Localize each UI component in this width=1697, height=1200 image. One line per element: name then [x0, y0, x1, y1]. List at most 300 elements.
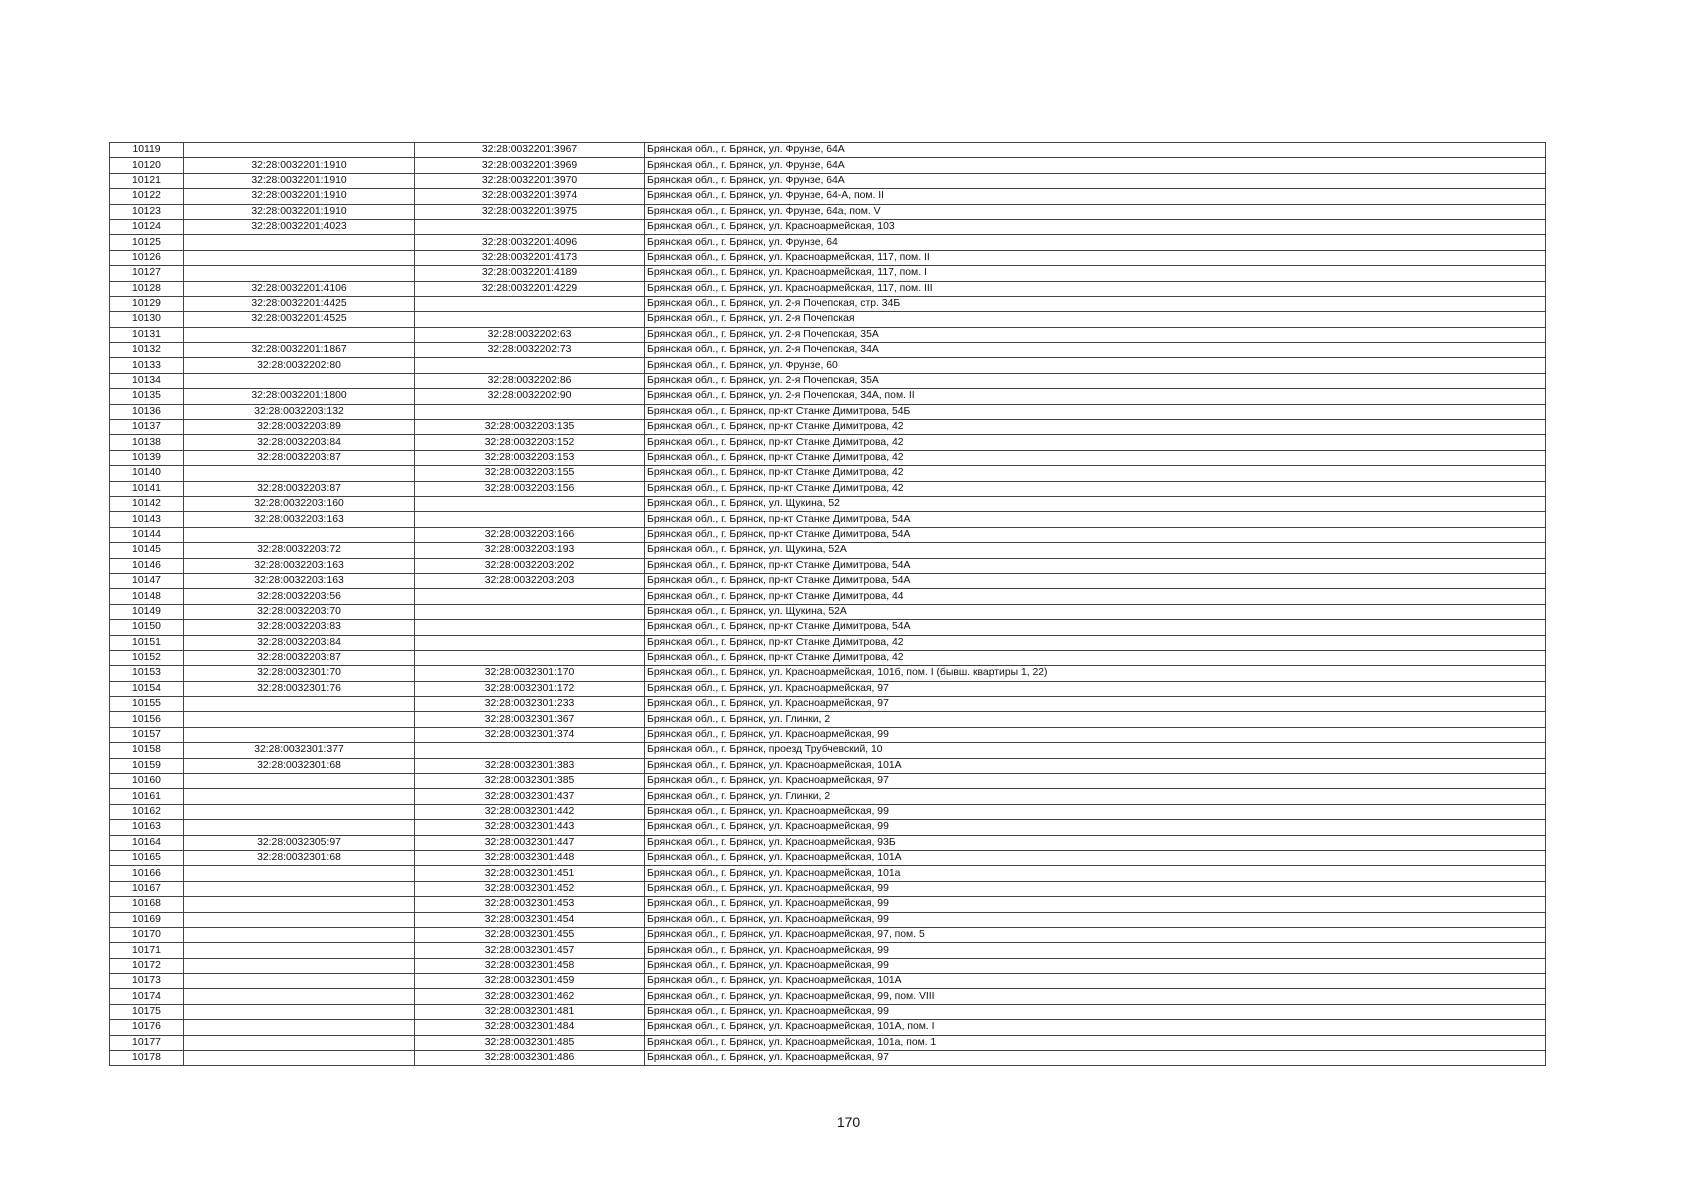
object-cadastral-number-cell: [415, 650, 645, 665]
row-number-cell: 10146: [110, 558, 184, 573]
address-cell: Брянская обл., г. Брянск, ул. Красноармейская, 97: [645, 1051, 1546, 1066]
table-row: [110, 158, 1546, 173]
object-cadastral-number-cell: 32:28:0032201:3975: [415, 204, 645, 219]
address-cell: Брянская обл., г. Брянск, ул. Красноармейская, 97: [645, 681, 1546, 696]
table-row: [110, 420, 1546, 435]
table-row: [110, 481, 1546, 496]
address-cell: Брянская обл., г. Брянск, ул. Щукина, 52А: [645, 604, 1546, 619]
address-cell: Брянская обл., г. Брянск, ул. Красноармейская, 99: [645, 912, 1546, 927]
table-row: [110, 589, 1546, 604]
address-cell: Брянская обл., г. Брянск, ул. Красноармейская, 97: [645, 774, 1546, 789]
table-row: [110, 558, 1546, 573]
cadastral-number-cell: [184, 712, 415, 727]
object-cadastral-number-cell: 32:28:0032201:3974: [415, 189, 645, 204]
address-cell: Брянская обл., г. Брянск, ул. Красноармейская, 101А: [645, 850, 1546, 865]
address-cell: Брянская обл., г. Брянск, ул. Фрунзе, 64: [645, 235, 1546, 250]
row-number-cell: 10131: [110, 327, 184, 342]
address-cell: Брянская обл., г. Брянск, ул. Глинки, 2: [645, 789, 1546, 804]
address-cell: Брянская обл., г. Брянск, ул. Красноармейская, 97: [645, 697, 1546, 712]
address-cell: Брянская обл., г. Брянск, пр-кт Станке Димитрова, 54А: [645, 512, 1546, 527]
address-cell: Брянская обл., г. Брянск, ул. Красноармейская, 99: [645, 1004, 1546, 1019]
address-cell: Брянская обл., г. Брянск, ул. 2-я Почепская, 35А: [645, 327, 1546, 342]
row-number-cell: 10138: [110, 435, 184, 450]
object-cadastral-number-cell: [415, 635, 645, 650]
object-cadastral-number-cell: [415, 496, 645, 511]
registry-table: [109, 142, 1546, 1066]
row-number-cell: 10140: [110, 466, 184, 481]
row-number-cell: 10166: [110, 866, 184, 881]
object-cadastral-number-cell: 32:28:0032203:152: [415, 435, 645, 450]
row-number-cell: 10157: [110, 727, 184, 742]
object-cadastral-number-cell: [415, 743, 645, 758]
address-cell: Брянская обл., г. Брянск, ул. Фрунзе, 64А: [645, 173, 1546, 188]
row-number-cell: 10121: [110, 173, 184, 188]
object-cadastral-number-cell: 32:28:0032301:457: [415, 943, 645, 958]
object-cadastral-number-cell: 32:28:0032202:63: [415, 327, 645, 342]
cadastral-number-cell: [184, 927, 415, 942]
cadastral-number-cell: 32:28:0032203:163: [184, 558, 415, 573]
cadastral-number-cell: [184, 250, 415, 265]
row-number-cell: 10156: [110, 712, 184, 727]
cadastral-number-cell: [184, 527, 415, 542]
row-number-cell: 10150: [110, 620, 184, 635]
address-cell: Брянская обл., г. Брянск, ул. 2-я Почепская, стр. 34Б: [645, 296, 1546, 311]
row-number-cell: 10137: [110, 420, 184, 435]
cadastral-number-cell: 32:28:0032203:70: [184, 604, 415, 619]
address-cell: Брянская обл., г. Брянск, ул. 2-я Почепская, 35А: [645, 373, 1546, 388]
address-cell: Брянская обл., г. Брянск, пр-кт Станке Димитрова, 54А: [645, 620, 1546, 635]
row-number-cell: 10123: [110, 204, 184, 219]
table-row: [110, 404, 1546, 419]
table-row: [110, 527, 1546, 542]
table-row: [110, 266, 1546, 281]
object-cadastral-number-cell: 32:28:0032301:486: [415, 1051, 645, 1066]
object-cadastral-number-cell: 32:28:0032301:233: [415, 697, 645, 712]
table-row: [110, 927, 1546, 942]
row-number-cell: 10125: [110, 235, 184, 250]
object-cadastral-number-cell: 32:28:0032301:448: [415, 850, 645, 865]
row-number-cell: 10152: [110, 650, 184, 665]
address-cell: Брянская обл., г. Брянск, пр-кт Станке Димитрова, 42: [645, 435, 1546, 450]
table-row: [110, 435, 1546, 450]
object-cadastral-number-cell: [415, 296, 645, 311]
object-cadastral-number-cell: 32:28:0032201:4096: [415, 235, 645, 250]
cadastral-number-cell: 32:28:0032203:89: [184, 420, 415, 435]
row-number-cell: 10160: [110, 774, 184, 789]
table-row: [110, 1004, 1546, 1019]
address-cell: Брянская обл., г. Брянск, ул. Щукина, 52: [645, 496, 1546, 511]
table-row: [110, 912, 1546, 927]
cadastral-number-cell: [184, 1051, 415, 1066]
address-cell: Брянская обл., г. Брянск, ул. Красноармейская, 101б, пом. I (бывш. квартиры 1, 22): [645, 666, 1546, 681]
cadastral-number-cell: [184, 912, 415, 927]
cadastral-number-cell: [184, 727, 415, 742]
row-number-cell: 10177: [110, 1035, 184, 1050]
cadastral-number-cell: 32:28:0032203:160: [184, 496, 415, 511]
row-number-cell: 10151: [110, 635, 184, 650]
row-number-cell: 10124: [110, 219, 184, 234]
cadastral-number-cell: 32:28:0032203:87: [184, 450, 415, 465]
cadastral-number-cell: 32:28:0032201:4023: [184, 219, 415, 234]
table-row: [110, 219, 1546, 234]
object-cadastral-number-cell: 32:28:0032301:385: [415, 774, 645, 789]
object-cadastral-number-cell: 32:28:0032301:442: [415, 804, 645, 819]
cadastral-number-cell: 32:28:0032202:80: [184, 358, 415, 373]
table-row: [110, 974, 1546, 989]
address-cell: Брянская обл., г. Брянск, ул. Фрунзе, 64-А, пом. II: [645, 189, 1546, 204]
object-cadastral-number-cell: 32:28:0032203:155: [415, 466, 645, 481]
cadastral-number-cell: 32:28:0032203:87: [184, 481, 415, 496]
row-number-cell: 10144: [110, 527, 184, 542]
table-row: [110, 358, 1546, 373]
table-row: [110, 1051, 1546, 1066]
table-row: [110, 327, 1546, 342]
row-number-cell: 10153: [110, 666, 184, 681]
row-number-cell: 10133: [110, 358, 184, 373]
address-cell: Брянская обл., г. Брянск, ул. Красноармейская, 99: [645, 727, 1546, 742]
row-number-cell: 10149: [110, 604, 184, 619]
address-cell: Брянская обл., г. Брянск, ул. Красноармейская, 99, пом. VIII: [645, 989, 1546, 1004]
table-row: [110, 343, 1546, 358]
address-cell: Брянская обл., г. Брянск, ул. Фрунзе, 64А: [645, 143, 1546, 158]
row-number-cell: 10145: [110, 543, 184, 558]
object-cadastral-number-cell: 32:28:0032301:451: [415, 866, 645, 881]
cadastral-number-cell: 32:28:0032301:377: [184, 743, 415, 758]
table-row: [110, 373, 1546, 388]
row-number-cell: 10174: [110, 989, 184, 1004]
cadastral-number-cell: 32:28:0032203:132: [184, 404, 415, 419]
address-cell: Брянская обл., г. Брянск, пр-кт Станке Димитрова, 54А: [645, 558, 1546, 573]
address-cell: Брянская обл., г. Брянск, ул. Красноармейская, 97, пом. 5: [645, 927, 1546, 942]
cadastral-number-cell: [184, 974, 415, 989]
table-row: [110, 804, 1546, 819]
row-number-cell: 10155: [110, 697, 184, 712]
object-cadastral-number-cell: 32:28:0032202:73: [415, 343, 645, 358]
address-cell: Брянская обл., г. Брянск, пр-кт Станке Димитрова, 42: [645, 420, 1546, 435]
cadastral-number-cell: [184, 1035, 415, 1050]
address-cell: Брянская обл., г. Брянск, ул. Красноармейская, 99: [645, 820, 1546, 835]
cadastral-number-cell: [184, 235, 415, 250]
table-row: [110, 774, 1546, 789]
address-cell: Брянская обл., г. Брянск, пр-кт Станке Димитрова, 42: [645, 635, 1546, 650]
object-cadastral-number-cell: [415, 604, 645, 619]
address-cell: Брянская обл., г. Брянск, ул. Красноармейская, 99: [645, 897, 1546, 912]
object-cadastral-number-cell: 32:28:0032301:443: [415, 820, 645, 835]
row-number-cell: 10130: [110, 312, 184, 327]
cadastral-number-cell: [184, 789, 415, 804]
row-number-cell: 10178: [110, 1051, 184, 1066]
row-number-cell: 10170: [110, 927, 184, 942]
object-cadastral-number-cell: 32:28:0032301:367: [415, 712, 645, 727]
address-cell: Брянская обл., г. Брянск, ул. Красноармейская, 99: [645, 881, 1546, 896]
address-cell: Брянская обл., г. Брянск, ул. Глинки, 2: [645, 712, 1546, 727]
row-number-cell: 10129: [110, 296, 184, 311]
object-cadastral-number-cell: 32:28:0032203:202: [415, 558, 645, 573]
row-number-cell: 10136: [110, 404, 184, 419]
cadastral-number-cell: 32:28:0032201:1910: [184, 173, 415, 188]
address-cell: Брянская обл., г. Брянск, пр-кт Станке Димитрова, 42: [645, 481, 1546, 496]
row-number-cell: 10139: [110, 450, 184, 465]
object-cadastral-number-cell: 32:28:0032203:153: [415, 450, 645, 465]
cadastral-number-cell: [184, 958, 415, 973]
row-number-cell: 10148: [110, 589, 184, 604]
object-cadastral-number-cell: 32:28:0032301:383: [415, 758, 645, 773]
row-number-cell: 10143: [110, 512, 184, 527]
cadastral-number-cell: [184, 943, 415, 958]
table-row: [110, 312, 1546, 327]
cadastral-number-cell: 32:28:0032201:1867: [184, 343, 415, 358]
cadastral-number-cell: [184, 866, 415, 881]
object-cadastral-number-cell: 32:28:0032203:156: [415, 481, 645, 496]
cadastral-number-cell: [184, 466, 415, 481]
object-cadastral-number-cell: 32:28:0032301:454: [415, 912, 645, 927]
object-cadastral-number-cell: 32:28:0032301:462: [415, 989, 645, 1004]
object-cadastral-number-cell: 32:28:0032203:193: [415, 543, 645, 558]
object-cadastral-number-cell: 32:28:0032201:4229: [415, 281, 645, 296]
address-cell: Брянская обл., г. Брянск, пр-кт Станке Димитрова, 54А: [645, 527, 1546, 542]
table-row: [110, 666, 1546, 681]
address-cell: Брянская обл., г. Брянск, ул. Красноармейская, 101а: [645, 866, 1546, 881]
address-cell: Брянская обл., г. Брянск, пр-кт Станке Димитрова, 54Б: [645, 404, 1546, 419]
object-cadastral-number-cell: [415, 620, 645, 635]
object-cadastral-number-cell: 32:28:0032301:458: [415, 958, 645, 973]
row-number-cell: 10164: [110, 835, 184, 850]
object-cadastral-number-cell: 32:28:0032202:86: [415, 373, 645, 388]
table-row: [110, 296, 1546, 311]
address-cell: Брянская обл., г. Брянск, ул. Красноармейская, 117, пом. III: [645, 281, 1546, 296]
object-cadastral-number-cell: 32:28:0032301:459: [415, 974, 645, 989]
row-number-cell: 10128: [110, 281, 184, 296]
address-cell: Брянская обл., г. Брянск, ул. 2-я Почепская: [645, 312, 1546, 327]
row-number-cell: 10135: [110, 389, 184, 404]
address-cell: Брянская обл., г. Брянск, проезд Трубчевский, 10: [645, 743, 1546, 758]
address-cell: Брянская обл., г. Брянск, пр-кт Станке Димитрова, 42: [645, 450, 1546, 465]
address-cell: Брянская обл., г. Брянск, ул. Красноармейская, 99: [645, 958, 1546, 973]
address-cell: Брянская обл., г. Брянск, ул. Красноармейская, 117, пом. II: [645, 250, 1546, 265]
cadastral-number-cell: 32:28:0032203:84: [184, 435, 415, 450]
table-row: [110, 143, 1546, 158]
table-row: [110, 235, 1546, 250]
row-number-cell: 10141: [110, 481, 184, 496]
cadastral-number-cell: 32:28:0032201:4525: [184, 312, 415, 327]
cadastral-number-cell: [184, 266, 415, 281]
row-number-cell: 10171: [110, 943, 184, 958]
row-number-cell: 10161: [110, 789, 184, 804]
address-cell: Брянская обл., г. Брянск, пр-кт Станке Димитрова, 42: [645, 466, 1546, 481]
object-cadastral-number-cell: 32:28:0032203:135: [415, 420, 645, 435]
address-cell: Брянская обл., г. Брянск, ул. Красноармейская, 103: [645, 219, 1546, 234]
row-number-cell: 10147: [110, 573, 184, 588]
cadastral-number-cell: [184, 327, 415, 342]
row-number-cell: 10169: [110, 912, 184, 927]
address-cell: Брянская обл., г. Брянск, ул. Щукина, 52А: [645, 543, 1546, 558]
table-row: [110, 496, 1546, 511]
table-row: [110, 204, 1546, 219]
row-number-cell: 10165: [110, 850, 184, 865]
cadastral-number-cell: 32:28:0032203:87: [184, 650, 415, 665]
object-cadastral-number-cell: 32:28:0032201:3970: [415, 173, 645, 188]
address-cell: Брянская обл., г. Брянск, ул. Фрунзе, 60: [645, 358, 1546, 373]
object-cadastral-number-cell: 32:28:0032203:166: [415, 527, 645, 542]
cadastral-number-cell: [184, 804, 415, 819]
object-cadastral-number-cell: [415, 219, 645, 234]
cadastral-number-cell: 32:28:0032201:4425: [184, 296, 415, 311]
row-number-cell: 10154: [110, 681, 184, 696]
table-body: [110, 143, 1546, 1066]
row-number-cell: 10168: [110, 897, 184, 912]
cadastral-number-cell: [184, 820, 415, 835]
page-number: 170: [836, 1114, 861, 1130]
row-number-cell: 10127: [110, 266, 184, 281]
address-cell: Брянская обл., г. Брянск, ул. Красноармейская, 99: [645, 804, 1546, 819]
table-row: [110, 466, 1546, 481]
cadastral-number-cell: 32:28:0032203:83: [184, 620, 415, 635]
table-row: [110, 189, 1546, 204]
row-number-cell: 10172: [110, 958, 184, 973]
table-row: [110, 604, 1546, 619]
object-cadastral-number-cell: 32:28:0032301:172: [415, 681, 645, 696]
address-cell: Брянская обл., г. Брянск, ул. Красноармейская, 101а, пом. 1: [645, 1035, 1546, 1050]
table-row: [110, 958, 1546, 973]
address-cell: Брянская обл., г. Брянск, ул. 2-я Почепская, 34А: [645, 343, 1546, 358]
table-row: [110, 281, 1546, 296]
object-cadastral-number-cell: [415, 404, 645, 419]
object-cadastral-number-cell: [415, 312, 645, 327]
row-number-cell: 10175: [110, 1004, 184, 1019]
table-row: [110, 989, 1546, 1004]
table-row: [110, 635, 1546, 650]
address-cell: Брянская обл., г. Брянск, пр-кт Станке Димитрова, 44: [645, 589, 1546, 604]
table-row: [110, 789, 1546, 804]
table-row: [110, 697, 1546, 712]
table-row: [110, 897, 1546, 912]
table-row: [110, 850, 1546, 865]
row-number-cell: 10158: [110, 743, 184, 758]
row-number-cell: 10162: [110, 804, 184, 819]
table-row: [110, 681, 1546, 696]
table-row: [110, 712, 1546, 727]
cadastral-number-cell: [184, 897, 415, 912]
row-number-cell: 10132: [110, 343, 184, 358]
address-cell: Брянская обл., г. Брянск, ул. Фрунзе, 64А: [645, 158, 1546, 173]
cadastral-number-cell: 32:28:0032203:163: [184, 512, 415, 527]
object-cadastral-number-cell: [415, 589, 645, 604]
cadastral-number-cell: [184, 989, 415, 1004]
table-row: [110, 512, 1546, 527]
table-row: [110, 543, 1546, 558]
object-cadastral-number-cell: 32:28:0032202:90: [415, 389, 645, 404]
table-row: [110, 943, 1546, 958]
row-number-cell: 10122: [110, 189, 184, 204]
cadastral-number-cell: 32:28:0032301:68: [184, 850, 415, 865]
table-row: [110, 758, 1546, 773]
cadastral-number-cell: 32:28:0032203:72: [184, 543, 415, 558]
table-row: [110, 835, 1546, 850]
table-row: [110, 881, 1546, 896]
object-cadastral-number-cell: 32:28:0032201:3969: [415, 158, 645, 173]
row-number-cell: 10119: [110, 143, 184, 158]
object-cadastral-number-cell: [415, 512, 645, 527]
cadastral-number-cell: 32:28:0032301:68: [184, 758, 415, 773]
cadastral-number-cell: 32:28:0032203:163: [184, 573, 415, 588]
table-row: [110, 820, 1546, 835]
address-cell: Брянская обл., г. Брянск, ул. Красноармейская, 117, пом. I: [645, 266, 1546, 281]
cadastral-number-cell: [184, 881, 415, 896]
row-number-cell: 10134: [110, 373, 184, 388]
object-cadastral-number-cell: 32:28:0032301:452: [415, 881, 645, 896]
cadastral-number-cell: 32:28:0032201:1910: [184, 189, 415, 204]
cadastral-number-cell: 32:28:0032201:1910: [184, 158, 415, 173]
table-row: [110, 620, 1546, 635]
cadastral-number-cell: [184, 1004, 415, 1019]
object-cadastral-number-cell: 32:28:0032201:4173: [415, 250, 645, 265]
address-cell: Брянская обл., г. Брянск, ул. Красноармейская, 99: [645, 943, 1546, 958]
object-cadastral-number-cell: 32:28:0032301:455: [415, 927, 645, 942]
cadastral-number-cell: 32:28:0032201:1800: [184, 389, 415, 404]
table-row: [110, 866, 1546, 881]
table-row: [110, 727, 1546, 742]
object-cadastral-number-cell: 32:28:0032203:203: [415, 573, 645, 588]
table-row: [110, 650, 1546, 665]
row-number-cell: 10173: [110, 974, 184, 989]
row-number-cell: 10142: [110, 496, 184, 511]
address-cell: Брянская обл., г. Брянск, ул. Красноармейская, 101А: [645, 758, 1546, 773]
cadastral-number-cell: [184, 373, 415, 388]
cadastral-number-cell: 32:28:0032301:70: [184, 666, 415, 681]
address-cell: Брянская обл., г. Брянск, ул. 2-я Почепская, 34А, пом. II: [645, 389, 1546, 404]
table-row: [110, 250, 1546, 265]
row-number-cell: 10176: [110, 1020, 184, 1035]
object-cadastral-number-cell: 32:28:0032201:3967: [415, 143, 645, 158]
object-cadastral-number-cell: 32:28:0032301:437: [415, 789, 645, 804]
address-cell: Брянская обл., г. Брянск, пр-кт Станке Димитрова, 54А: [645, 573, 1546, 588]
cadastral-number-cell: [184, 1020, 415, 1035]
cadastral-number-cell: 32:28:0032203:56: [184, 589, 415, 604]
row-number-cell: 10126: [110, 250, 184, 265]
row-number-cell: 10163: [110, 820, 184, 835]
table-row: [110, 1020, 1546, 1035]
table-row: [110, 573, 1546, 588]
cadastral-number-cell: [184, 143, 415, 158]
address-cell: Брянская обл., г. Брянск, ул. Красноармейская, 93Б: [645, 835, 1546, 850]
cadastral-number-cell: 32:28:0032301:76: [184, 681, 415, 696]
cadastral-number-cell: 32:28:0032203:84: [184, 635, 415, 650]
table-row: [110, 389, 1546, 404]
row-number-cell: 10167: [110, 881, 184, 896]
row-number-cell: 10120: [110, 158, 184, 173]
object-cadastral-number-cell: 32:28:0032201:4189: [415, 266, 645, 281]
table-row: [110, 450, 1546, 465]
object-cadastral-number-cell: 32:28:0032301:484: [415, 1020, 645, 1035]
object-cadastral-number-cell: 32:28:0032301:374: [415, 727, 645, 742]
cadastral-number-cell: 32:28:0032305:97: [184, 835, 415, 850]
table-row: [110, 173, 1546, 188]
object-cadastral-number-cell: 32:28:0032301:485: [415, 1035, 645, 1050]
address-cell: Брянская обл., г. Брянск, ул. Красноармейская, 101А, пом. I: [645, 1020, 1546, 1035]
cadastral-number-cell: 32:28:0032201:1910: [184, 204, 415, 219]
address-cell: Брянская обл., г. Брянск, ул. Красноармейская, 101А: [645, 974, 1546, 989]
address-cell: Брянская обл., г. Брянск, ул. Фрунзе, 64а, пом. V: [645, 204, 1546, 219]
table-row: [110, 743, 1546, 758]
object-cadastral-number-cell: 32:28:0032301:453: [415, 897, 645, 912]
object-cadastral-number-cell: 32:28:0032301:170: [415, 666, 645, 681]
cadastral-number-cell: [184, 697, 415, 712]
object-cadastral-number-cell: 32:28:0032301:481: [415, 1004, 645, 1019]
object-cadastral-number-cell: 32:28:0032301:447: [415, 835, 645, 850]
table-row: [110, 1035, 1546, 1050]
object-cadastral-number-cell: [415, 358, 645, 373]
row-number-cell: 10159: [110, 758, 184, 773]
